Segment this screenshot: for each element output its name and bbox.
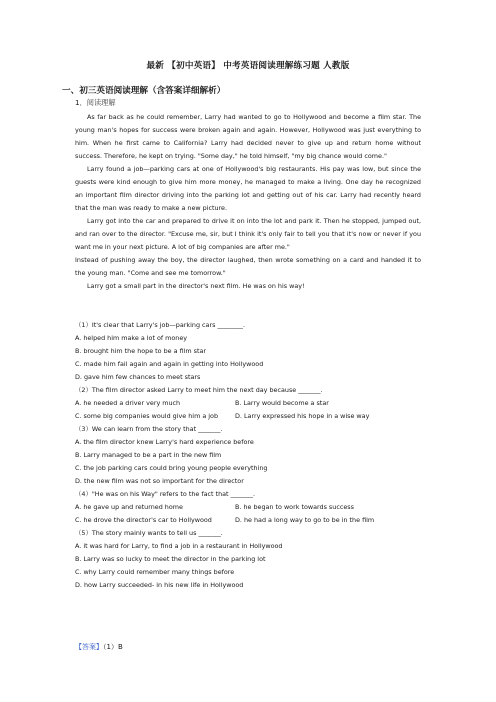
passage-paragraph: Larry found a job—parking cars at one of Hollywood's big restaurants. His pay was low, but since the guests were kind enough to give him more money, he managed to make a living. One day he recognized an important film director driving into the parking lot and getting out of his car. Larry had recently heard that the man was ready to make a new picture.: [75, 165, 421, 212]
option: A. he needed a driver very much: [75, 399, 181, 407]
option: B. brought him the hope to be a film star: [75, 347, 207, 355]
question-stem: （2）The film director asked Larry to meet him the next day because _______.: [75, 386, 323, 394]
subsection-title: 阅读理解: [86, 98, 116, 107]
passage-paragraph: Larry got a small part in the director's next film. He was on his way!: [87, 282, 305, 290]
option: D. Larry expressed his hope in a wise way: [235, 412, 370, 420]
option: B. Larry would become a star: [235, 399, 329, 407]
question-stem: （1）It's clear that Larry's job—parking cars ________.: [75, 321, 246, 329]
option: D. the new film was not so important for the director: [75, 477, 244, 485]
option: C. some big companies would give him a job: [75, 412, 219, 420]
option: C. the job parking cars could bring young people everything: [75, 464, 268, 472]
option: D. he had a long way to go to be in the film: [235, 516, 375, 524]
question-4: [75, 488, 425, 527]
question-stem: （5）The story mainly wants to tell us _______.: [75, 529, 223, 537]
question-1: [75, 319, 425, 384]
question-3: [75, 423, 425, 488]
option: A. helped him make a lot of money: [75, 334, 188, 342]
option: B. Larry managed to be a part in the new film: [75, 451, 222, 459]
section-heading: 一、初三英语阅读理解（含答案详细解析）: [62, 86, 226, 96]
answer-key: 【答案】: [75, 643, 103, 651]
question-5: [75, 527, 425, 592]
option: C. he drove the director's car to Hollywood: [75, 516, 212, 524]
option: B. Larry was so lucky to meet the director in the parking lot: [75, 555, 266, 563]
option: A. the film director knew Larry's hard experience before: [75, 438, 254, 446]
option: A. it was hard for Larry, to find a job in a restaurant in Hollywood: [75, 542, 283, 550]
answer-line: [75, 642, 123, 652]
subsection-heading: [75, 98, 116, 108]
option: D. gave him few chances to meet stars: [75, 373, 201, 381]
option: A. he gave up and returned home: [75, 503, 183, 511]
question-2: [75, 384, 425, 423]
option: C. made him fail again and again in getting into Hollywood: [75, 360, 264, 368]
passage-paragraph: Instead of pushing away the boy, the director laughed, then wrote something on a card and handed it to the young man. "Come and see me tomorrow.": [75, 256, 421, 277]
option: C. why Larry could remember many things before: [75, 568, 235, 576]
question-stem: （4）"He was on his Way" refers to the fact that _______.: [75, 490, 255, 498]
page-title: 最新 【初中英语】 中考英语阅读理解练习题 人教版: [146, 61, 350, 71]
passage-paragraph: As far back as he could remember, Larry had wanted to go to Hollywood and become a film star. The young man's hopes for success were broken again and again. However, Hollywood was just everything to him. When he first came to California? Larry had decided never to give up and return home without success. Therefore, he kept on trying. "Some day," he told himself, "my big chance would come.": [75, 113, 421, 160]
answer-text: （1）B: [103, 643, 123, 651]
passage: [75, 111, 421, 293]
option: B. he began to work towards success: [235, 503, 354, 511]
passage-paragraph: Larry got into the car and prepared to drive it on into the lot and park it. Then he stopped, jumped out, and ran over to the director. "Excuse me, sir, but I think it's only fair to tell you that it's now or never if you want me in your next picture. A lot of big companies are after me.": [75, 217, 421, 251]
question-stem: （3）We can learn from the story that _______.: [75, 425, 223, 433]
subsection-number: 1．: [75, 98, 87, 107]
option: D. how Larry succeeded- in his new life in Hollywood: [75, 581, 244, 589]
